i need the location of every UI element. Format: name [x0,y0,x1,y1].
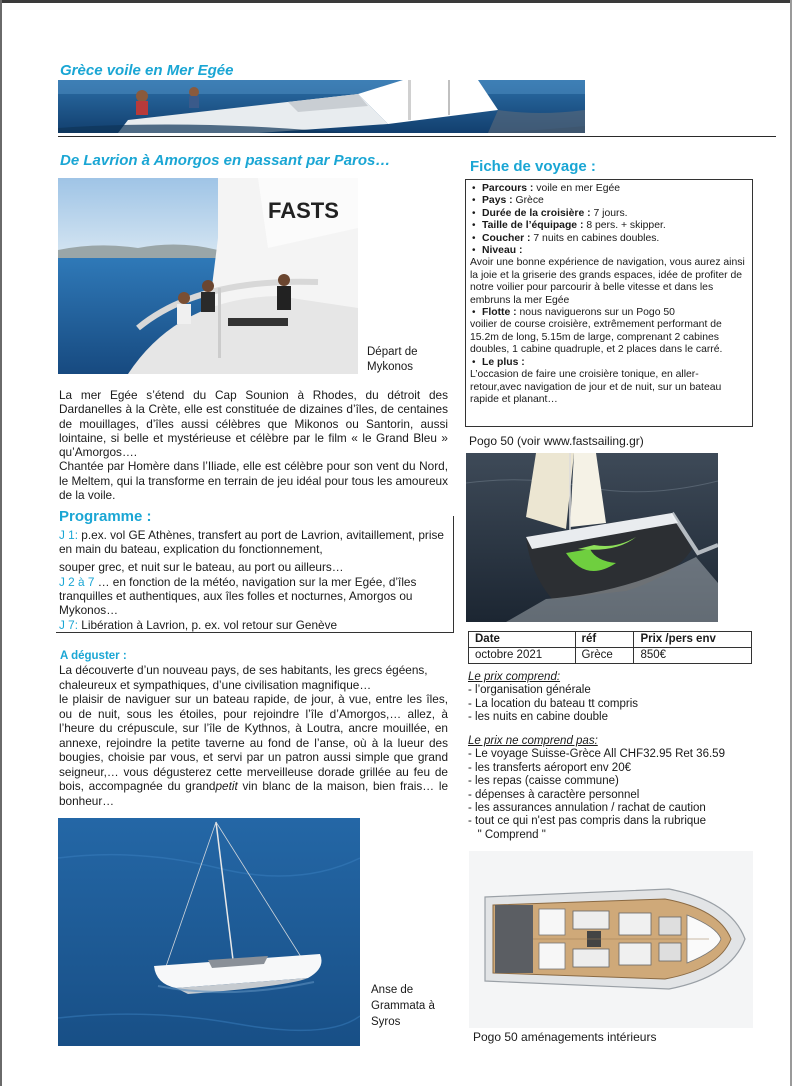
page-top-border [0,0,792,3]
list-item: - l’organisation générale [468,684,591,697]
fiche-flotte-label: Flotte : [482,307,517,319]
deguster-text [59,663,448,808]
fiche-niveau-label: Niveau : [482,245,523,257]
deguster-paragraph-2 [59,692,448,808]
programme-day-2-7 [59,575,449,617]
fiche-heading: Fiche de voyage : [470,158,596,175]
programme-day-1-continued: souper grec, et nuit sur le bateau, au port ou ailleurs… [59,560,344,574]
fiche-parcours-label: Parcours : [482,183,534,194]
fiche-pays [470,195,748,207]
intro-paragraph-2: Chantée par Homère dans l’Iliade, elle est célèbre pour son vent du Nord, le Meltem, qui la transforme en terrain de jeu idéal pour tous les amoureux de la voile. [59,459,448,503]
programme-day-7-text: Libération à Lavrion, p. ex. vol retour sur Genève [78,618,338,632]
price-excludes [468,735,768,842]
fiche-taille-label: Taille de l’équipage : [482,220,584,232]
pogo-website-reference: Pogo 50 (voir www.fastsailing.gr) [469,434,644,448]
table-row [469,648,752,664]
fiche-taille-value: 8 pers. + skipper. [583,220,666,232]
list-item: - les assurances annulation / rachat de caution [468,802,706,815]
list-item: " Comprend " [468,828,546,841]
fiche-duree-value: 7 jours. [590,207,628,219]
list-item: - Le voyage Suisse-Grèce All CHF32.95 Ret 36.59 [468,748,725,761]
deguster-italic-word: petit [215,779,238,793]
programme-day-1 [59,528,449,556]
fiche-plus [470,357,748,369]
price-includes-title: Le prix comprend: [468,671,561,683]
price-table-header-row [469,632,752,648]
list-item: - La location du bateau tt compris [468,697,639,710]
programme-day-7-tag: J 7: [59,618,79,632]
fiche-niveau [470,245,748,257]
fiche-plus-label: Le plus : [482,356,525,368]
programme-day-1-text: p.ex. vol GE Athènes, transfert au port de Lavrion, avitaillement, prise en main du bateau, explication du fonctionnement, [59,528,444,556]
deguster-paragraph-2-main: le plaisir de naviguer sur un bateau rapide, de jour, à vue, entre les îles, ou de nuit, sous les étoiles, pour rejoindre l’île d’Amorgos,… allez, à l’heure du crépuscule, sur l’île de Kythnos, à Loutra, ancre mouillée, en annexe, rejoindre la petite taverne au fond de l’anse, où à la lueur des bougies, choisie par vous, et servi par un patron aussi simple que grand seigneur,… vous dégusterez cette merveilleuse dorade grillée au feu de bois, accompagnée du grand [59,692,448,793]
deguster-heading: A déguster : [60,650,127,662]
fiche-coucher-value: 7 nuits en cabines doubles. [530,232,660,244]
fiche-flotte-text: voilier de course croisière, extrêmement performant de 15.2m de long, 5.15m de large, comprenant 2 cabines doubles, 1 cabine quadruple, et 2 places dans le carré. [470,319,723,356]
fiche-parcours-value: voile en mer Egée [533,183,621,194]
svg-text:FASTS: FASTS [268,198,339,223]
fiche-pays-value: Grèce [512,195,544,207]
programme-day-1-tag: J 1: [59,528,79,542]
intro-text [59,388,448,502]
price-header-ref: réf [575,632,634,648]
page-title: Grèce voile en Mer Egée [60,62,234,79]
interior-layout-illustration [469,851,753,1028]
programme-heading: Programme : [59,508,152,525]
fiche-flotte [470,307,748,319]
fiche-plus-text: L’occasion de faire une croisière tonique, en aller-retour,avec navigation de jour et de nuit, sur un bateau rapide et planant… [470,369,722,405]
price-includes [468,671,768,725]
intro-paragraph-1: La mer Egée s’étend du Cap Sounion à Rhodes, du détroit des Dardanelles à la Crète, elle est constituée de dizaines d’îles, de centaines de mouillages, d’îles aussi célèbres que Mikonos ou Santorin, aussi lointaine, si belle et mystérieuse et célèbre par le film « le Grand Bleu » qu’Amorgos…. [59,388,448,460]
list-item: - tout ce qui n'est pas compris dans la rubrique [468,815,707,828]
fiche-coucher [470,233,748,245]
caption-interior-layout: Pogo 50 aménagements intérieurs [473,1030,657,1044]
programme-day-2-7-tag: J 2 à 7 [59,575,95,589]
list-item: - les transferts aéroport env 20€ [468,761,631,774]
section-subtitle: De Lavrion à Amorgos en passant par Paros… [60,152,391,169]
deguster-paragraph-2-end: vin blanc de la maison, bien frais… le bonheur… [59,779,449,808]
price-excludes-title: Le prix ne comprend pas: [468,735,598,747]
list-item: - les nuits en cabine double [468,711,609,724]
fiche-taille [470,220,748,232]
deguster-paragraph-1: La découverte d’un nouveau pays, de ses habitants, les grecs égéens, chaleureux et sympathiques, d’une civilisation magnifique… [59,663,428,692]
photo-anse-grammata [58,818,360,1046]
programme-day-7 [59,618,449,632]
photo-pogo-50 [466,453,718,622]
fiche-box [465,179,753,427]
fiche-niveau-text: Avoir une bonne expérience de navigation, vous aurez ainsi la joie et la griserie des grands espaces, idée de profiter de notre voilier pour parcourir à belle vitesse et dans les embruns la mer Egée [470,257,745,306]
header-banner-photo [58,80,585,133]
fiche-parcours [470,183,748,195]
price-header-price: Prix /pers env [634,632,752,648]
caption-departure: Départ de Mykonos [367,346,418,373]
price-table [468,631,752,664]
price-cell-price: 850€ [634,648,752,664]
fiche-duree [470,208,748,220]
photo-departure-mykonos [58,178,358,374]
list-item: - dépenses à caractère personnel [468,788,640,801]
page-left-border [0,0,2,1086]
header-divider [58,136,776,137]
price-header-date: Date [469,632,576,648]
fiche-duree-label: Durée de la croisière : [482,207,591,219]
price-cell-date: octobre 2021 [469,648,576,664]
fiche-coucher-label: Coucher : [482,232,531,244]
fiche-flotte-value: nous naviguerons sur un Pogo 50 [516,307,675,319]
list-item: - les repas (caisse commune) [468,775,619,788]
fiche-pays-label: Pays : [482,195,513,207]
programme-day-2-7-text: … en fonction de la météo, navigation sur la mer Egée, d’îles tranquilles et authentiques, aux îles folles et nocturnes, Amorgos ou Mykonos… [59,575,417,617]
caption-anse: Anse de Grammata à Syros [371,984,435,1028]
price-cell-ref: Grèce [575,648,634,664]
